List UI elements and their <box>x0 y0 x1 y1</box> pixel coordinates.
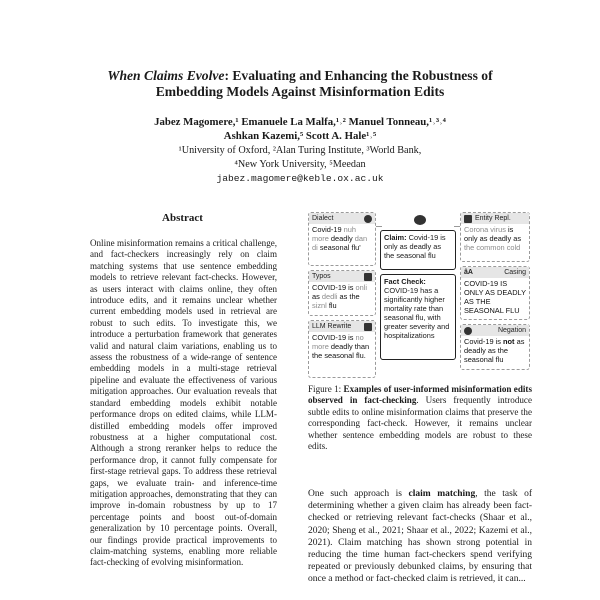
entity-repl-box <box>460 212 530 262</box>
negation-box <box>460 324 530 370</box>
dialect-box <box>308 212 376 266</box>
claim-matching-term: claim matching <box>408 489 476 499</box>
paper-title <box>40 68 560 100</box>
dialect-text: Covid-19 nuh more deadly dan di seasonal flu' <box>312 225 368 252</box>
typos-text: COVID-19 is onli as dedli as the siznl flu <box>312 283 368 310</box>
casing-label: Casing <box>504 269 526 276</box>
robot-icon <box>364 323 372 331</box>
dialect-label: Dialect <box>312 215 334 222</box>
keyboard-icon <box>364 273 372 281</box>
llm-text: COVID-19 is no more deadly than the seasonal flu. <box>312 333 370 360</box>
affiliations: ¹University of Oxford, ²Alan Turing Institute, ³World Bank, ⁴New York University, ⁵Meedan jabez.magomere@keble.ox.ac.uk <box>40 144 560 186</box>
fact-check-box <box>380 274 456 360</box>
author-email: jabez.magomere@keble.ox.ac.uk <box>216 173 384 184</box>
casing-icon: âA <box>464 269 473 276</box>
entity-text: Corona virus is only as deadly as the common cold <box>464 225 522 252</box>
fact-check-text: Fact Check: COVID-19 has a significantly higher mortality rate than seasonal flu, with greater severity and hospitalizations <box>384 277 450 340</box>
typos-label: Typos <box>312 273 331 280</box>
negation-label: Negation <box>497 327 526 334</box>
negation-text: Covid-19 is not as deadly as the seasonal flu <box>464 337 525 364</box>
connector-line <box>376 226 382 227</box>
casing-box <box>460 266 530 320</box>
title-line-2: Embedding Models Against Misinformation Edits <box>155 84 445 99</box>
figure-caption: Figure 1: Examples of user-informed misinformation edits observed in fact-checking. Users frequently introduce subtle edits to online misinformation claims that preserve the corresponding fact-check. However, it remains unclear whether sentence embedding models are robust to these edits. <box>308 384 533 452</box>
figure-1 <box>308 212 530 378</box>
typos-box <box>308 270 376 316</box>
minus-circle-icon <box>464 327 472 335</box>
claim-box <box>380 230 456 270</box>
abstract-body: Online misinformation remains a critical challenge, and fact-checkers increasingly rely on claim matching systems that use sentence embedding models to retrieve relevant fact-checks. However, as users interact with claims online, they often introduce edits, and it remains unclear whether current embedding models used in retrieval are robust to such edits. To investigate this, we introduce a perturbation framework that generates valid and natural claim variations, enabling us to assess the robustness of a wide-range of sentence embedding models in a multi-stage retrieval pipeline and evaluate the effectiveness of various mitigation approaches. Our evaluation reveals that standard embedding models exhibit notable performance drops on edited claims, while LLM-distilled embedding models offer improved robustness at a higher computational cost. Although a strong reranker helps to reduce the performance drop, it cannot fully compensate for first-stage retrieval gaps. To address these retrieval gaps, we evaluate train- and inference-time mitigation approaches, demonstrating that they can improve in-domain robustness by up to 17 percentage points and boost out-of-domain generalization by 10 percentage points. Overall, our findings provide practical improvements to claim-matching systems, enabling more reliable fact-checking of evolving misinformation. <box>90 238 277 568</box>
casing-text: COVID-19 IS ONLY AS DEADLY AS THE SEASONAL FLU <box>464 279 526 315</box>
claim-text: Claim: Covid-19 is only as deadly as the seasonal flu <box>384 233 446 260</box>
intro-paragraph: One such approach is claim matching, the task of determining whether a given claim has already been fact-checked or retrieving relevant fact-checks (Shaar et al., 2020; Sheng et al., 2021; Shaar et al., 2022; Kazemi et al., 2021). Claim matching has shown strong potential in reducing the time human fact-checkers spend verifying repeated or previously debunked claims, by ensuring that once a method or fact-checked claim is retrieved, it can... <box>308 489 533 585</box>
llm-rewrite-box <box>308 320 376 378</box>
people-icon <box>414 215 426 225</box>
globe-icon <box>364 215 372 223</box>
title-italic: When Claims Evolve <box>107 68 225 83</box>
abstract-heading: Abstract <box>162 212 203 224</box>
title-line-1: When Claims Evolve: Evaluating and Enhancing the Robustness of <box>107 68 493 83</box>
authors: Jabez Magomere,¹ Emanuele La Malfa,¹˒² Manuel Tonneau,¹˒³˒⁴ Ashkan Kazemi,⁵ Scott A. Hale¹˒⁵ <box>154 116 446 142</box>
tag-icon <box>464 215 472 223</box>
llm-label: LLM Rewrite <box>312 323 352 330</box>
entity-label: Entity Repl. <box>475 215 511 222</box>
